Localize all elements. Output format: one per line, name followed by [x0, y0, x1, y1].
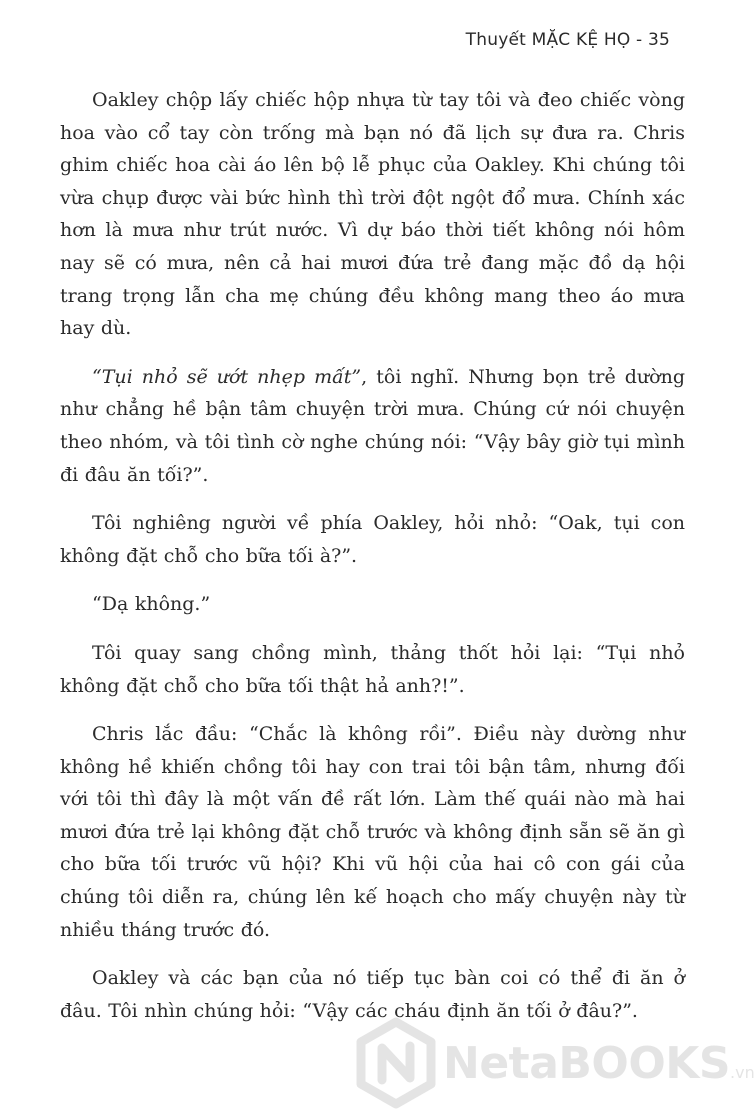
paragraph-3: Tôi nghiêng người về phía Oakley, hỏi nhỏ: “Oak, tụi con không đặt chỗ cho bữa tối à?”.: [60, 512, 685, 567]
paragraph-1: Oakley chộp lấy chiếc hộp nhựa từ tay tôi và đeo chiếc vòng hoa vào cổ tay còn trống mà bạn nó đã lịch sự đưa ra. Chris ghim chiếc hoa cài áo lên bộ lễ phục của Oakley. Khi chúng tôi vừa chụp được vài bức hình thì trời đột ngột đổ mưa. Chính xác hơn là mưa như trút nước. Vì dự báo thời tiết không nói hôm nay sẽ có mưa, nên cả hai mươi đứa trẻ đang mặc đồ dạ hội trang trọng lẫn cha mẹ chúng đều không mang theo áo mưa hay dù.: [60, 89, 685, 340]
netabooks-logo-icon: [355, 1018, 437, 1108]
paragraph-7: Oakley và các bạn của nó tiếp tục bàn coi có thể đi ăn ở đâu. Tôi nhìn chúng hỏi: “Vậy các cháu định ăn tối ở đâu?”.: [60, 967, 685, 1022]
paragraph-6: Chris lắc đầu: “Chắc là không rồi”. Điều này dường như không hề khiến chồng tôi hay con trai tôi bận tâm, nhưng đối với tôi thì đây là một vấn đề rất lớn. Làm thế quái nào mà hai mươi đứa trẻ lại không đặt chỗ trước và không định sẵn sẽ ăn gì cho bữa tối trước vũ hội? Khi vũ hội của hai cô con gái của chúng tôi diễn ra, chúng lên kế hoạch cho mấy chuyện này từ nhiều tháng trước đó.: [60, 723, 685, 941]
netabooks-watermark: [355, 1018, 755, 1108]
paragraph-4: “Dạ không.”: [92, 593, 211, 616]
body-text: [60, 84, 685, 1043]
paragraph-2: [60, 361, 685, 491]
paragraph-2-text: , tôi nghĩ. Nhưng bọn trẻ dường như chẳng hề bận tâm chuyện trời mưa. Chúng cứ nói chuyện theo nhóm, và tôi tình cờ nghe chúng nói: “Vậy bây giờ tụi mình đi đâu ăn tối?”.: [60, 365, 686, 486]
watermark-brand: NetaBOOKS: [443, 1038, 731, 1089]
italic-thought: “Tụi nhỏ sẽ ướt nhẹp mất”: [92, 365, 362, 388]
paragraph-5: Tôi quay sang chồng mình, thảng thốt hỏi lại: “Tụi nhỏ không đặt chỗ cho bữa tối thật hả anh?!”.: [60, 641, 685, 697]
watermark-text: [443, 1038, 755, 1089]
running-header: Thuyết MẶC KỆ HỌ - 35: [465, 30, 670, 50]
watermark-suffix: .vn: [730, 1063, 755, 1082]
